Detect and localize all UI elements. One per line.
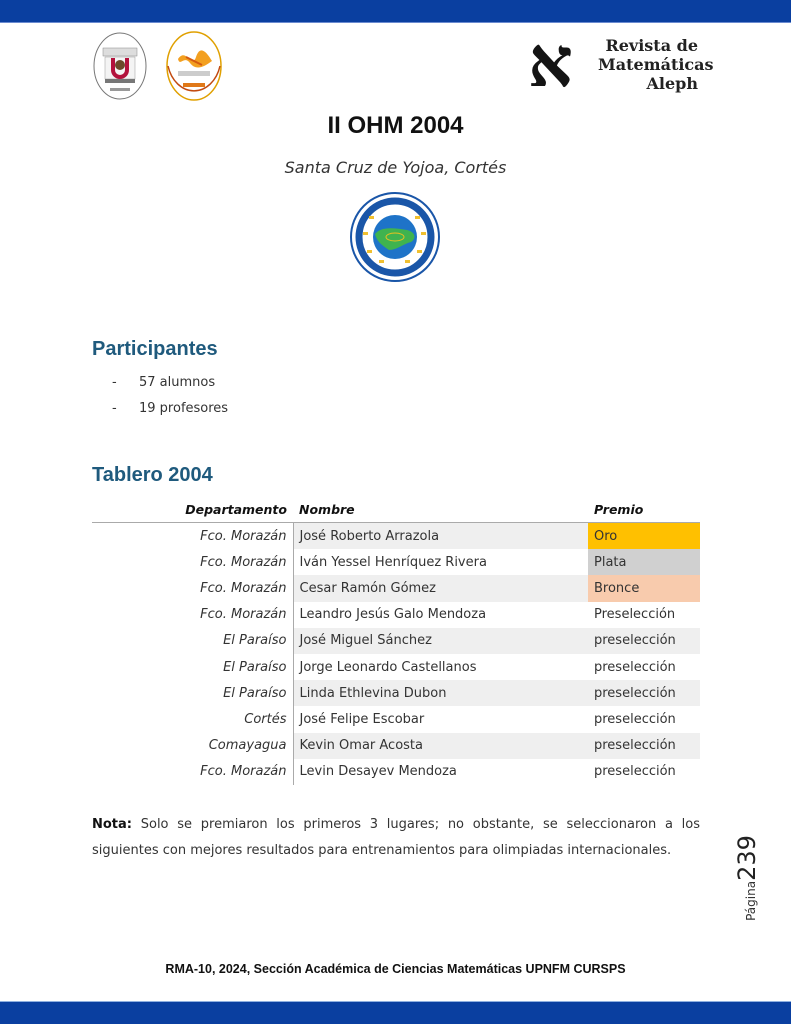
cell-departamento: Fco. Morazán	[92, 523, 293, 550]
cell-premio: preselección	[588, 628, 700, 654]
table-row	[92, 628, 700, 654]
journal-name-line: Matemáticas	[598, 55, 714, 74]
participantes-list	[112, 372, 228, 424]
tablero-heading: Tablero 2004	[92, 464, 213, 486]
list-item	[112, 372, 228, 398]
cell-departamento: Fco. Morazán	[92, 575, 293, 601]
column-header-premio: Premio	[588, 496, 700, 523]
list-item-text: 19 profesores	[139, 401, 229, 416]
upnfm-seal-logo	[93, 32, 147, 100]
table-row	[92, 523, 700, 550]
cell-premio: Oro	[588, 523, 700, 550]
list-item	[112, 398, 228, 424]
cell-premio: Bronce	[588, 575, 700, 601]
top-banner	[0, 0, 791, 23]
list-bullet: -	[112, 401, 117, 416]
cell-nombre: Kevin Omar Acosta	[293, 733, 588, 759]
aleph-logo	[528, 20, 714, 103]
table-row	[92, 654, 700, 680]
column-header-nombre: Nombre	[293, 496, 588, 523]
table-row	[92, 759, 700, 785]
cell-nombre: Iván Yessel Henríquez Rivera	[299, 554, 487, 570]
page-title: II OHM 2004	[327, 112, 464, 139]
cell-nombre: Leandro Jesús Galo Mendoza	[299, 607, 487, 623]
note-text: Solo se premiaron los primeros 3 lugares; no obstante, se seleccionaron a los siguientes con mejores resultados para entrenamientos para olimpiadas internacionales.	[92, 817, 700, 858]
list-item-text: 57 alumnos	[139, 375, 216, 390]
cell-premio: Preselección	[594, 607, 676, 623]
table-row	[92, 549, 700, 575]
cell-departamento: El Paraíso	[92, 654, 293, 680]
journal-name	[598, 36, 714, 93]
page-number	[732, 828, 762, 928]
page-label: Página	[744, 880, 758, 921]
cell-nombre: José Felipe Escobar	[299, 711, 425, 727]
comite-olimpiadas-logo	[349, 192, 441, 282]
table-row	[92, 706, 700, 732]
cell-premio: preselección	[594, 764, 676, 780]
column-header-departamento: Departamento	[92, 496, 293, 523]
cell-departamento: Fco. Morazán	[92, 549, 293, 575]
cell-nombre: Levin Desayev Mendoza	[299, 764, 457, 780]
cell-departamento: Cortés	[92, 706, 293, 732]
journal-name-line: Revista de	[605, 36, 698, 55]
cell-nombre: Jorge Leonardo Castellanos	[299, 659, 477, 675]
note-paragraph	[92, 812, 700, 864]
page-number-value: 239	[733, 835, 761, 881]
event-location: Santa Cruz de Yojoa, Cortés	[284, 158, 507, 177]
cell-nombre: Linda Ethlevina Dubon	[293, 680, 588, 706]
table-row	[92, 602, 700, 628]
cell-departamento: El Paraíso	[92, 680, 293, 706]
cell-premio: preselección	[594, 659, 676, 675]
math-section-logo	[166, 31, 222, 101]
table-row	[92, 733, 700, 759]
results-table	[92, 496, 700, 785]
cell-nombre: José Miguel Sánchez	[293, 628, 588, 654]
bottom-banner	[0, 1001, 791, 1024]
cell-departamento: El Paraíso	[92, 628, 293, 654]
cell-premio: Plata	[588, 549, 700, 575]
note-label: Nota:	[92, 817, 132, 832]
table-row	[92, 680, 700, 706]
table-row	[92, 575, 700, 601]
list-bullet: -	[112, 375, 117, 390]
cell-nombre: Cesar Ramón Gómez	[293, 575, 588, 601]
footer-citation: RMA-10, 2024, Sección Académica de Ciencias Matemáticas UPNFM CURSPS	[165, 962, 626, 976]
journal-name-line: Aleph	[646, 74, 698, 93]
cell-departamento: Comayagua	[92, 733, 293, 759]
cell-premio: preselección	[594, 711, 676, 727]
cell-premio: preselección	[588, 733, 700, 759]
cell-nombre: José Roberto Arrazola	[293, 523, 588, 550]
cell-departamento: Fco. Morazán	[92, 759, 293, 785]
cell-departamento: Fco. Morazán	[92, 602, 293, 628]
table-header-row	[92, 496, 700, 523]
aleph-glyph-icon: א	[528, 20, 573, 103]
participantes-heading: Participantes	[92, 338, 218, 360]
cell-premio: preselección	[588, 680, 700, 706]
